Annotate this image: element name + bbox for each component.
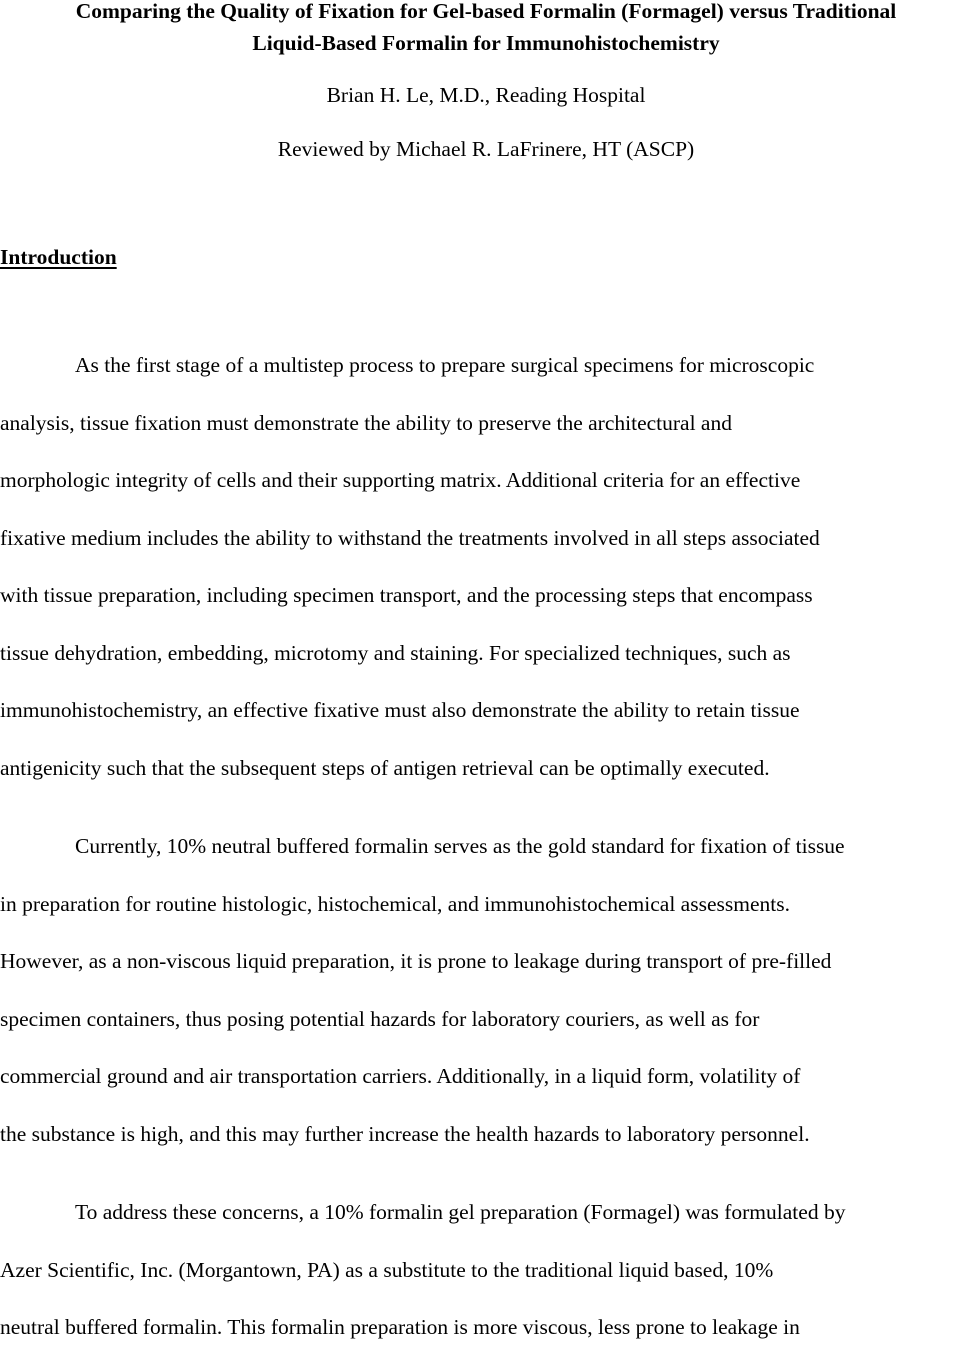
paragraph-line: neutral buffered formalin. This formalin preparation is more viscous, less prone to leakage in	[0, 1315, 800, 1339]
paragraph-line: Azer Scientific, Inc. (Morgantown, PA) as a substitute to the traditional liquid based, 10%	[0, 1257, 774, 1282]
paragraph-line: with tissue preparation, including specimen transport, and the processing steps that encompass	[0, 583, 813, 607]
paragraph-line: in preparation for routine histologic, histochemical, and immunohistochemical assessments.	[0, 891, 790, 916]
paragraph-line: As the first stage of a multistep process to prepare surgical specimens for microscopic	[75, 353, 815, 377]
paragraph-line: However, as a non-viscous liquid preparation, it is prone to leakage during transport of pre-filled	[0, 949, 832, 973]
author-line: Brian H. Le, M.D., Reading Hospital	[326, 83, 646, 107]
paragraph-line: morphologic integrity of cells and their supporting matrix. Additional criteria for an effective	[0, 468, 801, 492]
paragraph-line: specimen containers, thus posing potential hazards for laboratory couriers, as well as for	[0, 1006, 760, 1031]
paragraph-line: tissue dehydration, embedding, microtomy and staining. For specialized techniques, such as	[0, 640, 791, 665]
paragraph-2	[0, 818, 972, 1163]
reviewer-line: Reviewed by Michael R. LaFrinere, HT (ASCP)	[277, 137, 695, 161]
paper-title	[0, 0, 972, 59]
paragraph-line: antigenicity such that the subsequent steps of antigen retrieval can be optimally executed.	[0, 755, 770, 780]
paragraph-1	[0, 337, 972, 797]
paragraph-line: fixative medium includes the ability to withstand the treatments involved in all steps associated	[0, 525, 820, 550]
paragraph-line: immunohistochemistry, an effective fixative must also demonstrate the ability to retain tissue	[0, 698, 800, 722]
title-line-1: Comparing the Quality of Fixation for Gel-based Formalin (Formagel) versus Traditional	[75, 0, 897, 23]
paragraph-line: Currently, 10% neutral buffered formalin serves as the gold standard for fixation of tissue	[75, 834, 845, 858]
title-line-2: Liquid-Based Formalin for Immunohistochemistry	[252, 31, 720, 55]
paragraph-line: analysis, tissue fixation must demonstrate the ability to preserve the architectural and	[0, 410, 732, 435]
paragraph-line: To address these concerns, a 10% formalin gel preparation (Formagel) was formulated by	[75, 1200, 846, 1224]
paragraph-3	[0, 1184, 972, 1357]
section-heading-introduction: Introduction	[0, 245, 117, 269]
paragraph-line: commercial ground and air transportation carriers. Additionally, in a liquid form, volatility of	[0, 1064, 801, 1088]
paragraph-line: the substance is high, and this may further increase the health hazards to laboratory personnel.	[0, 1121, 810, 1146]
